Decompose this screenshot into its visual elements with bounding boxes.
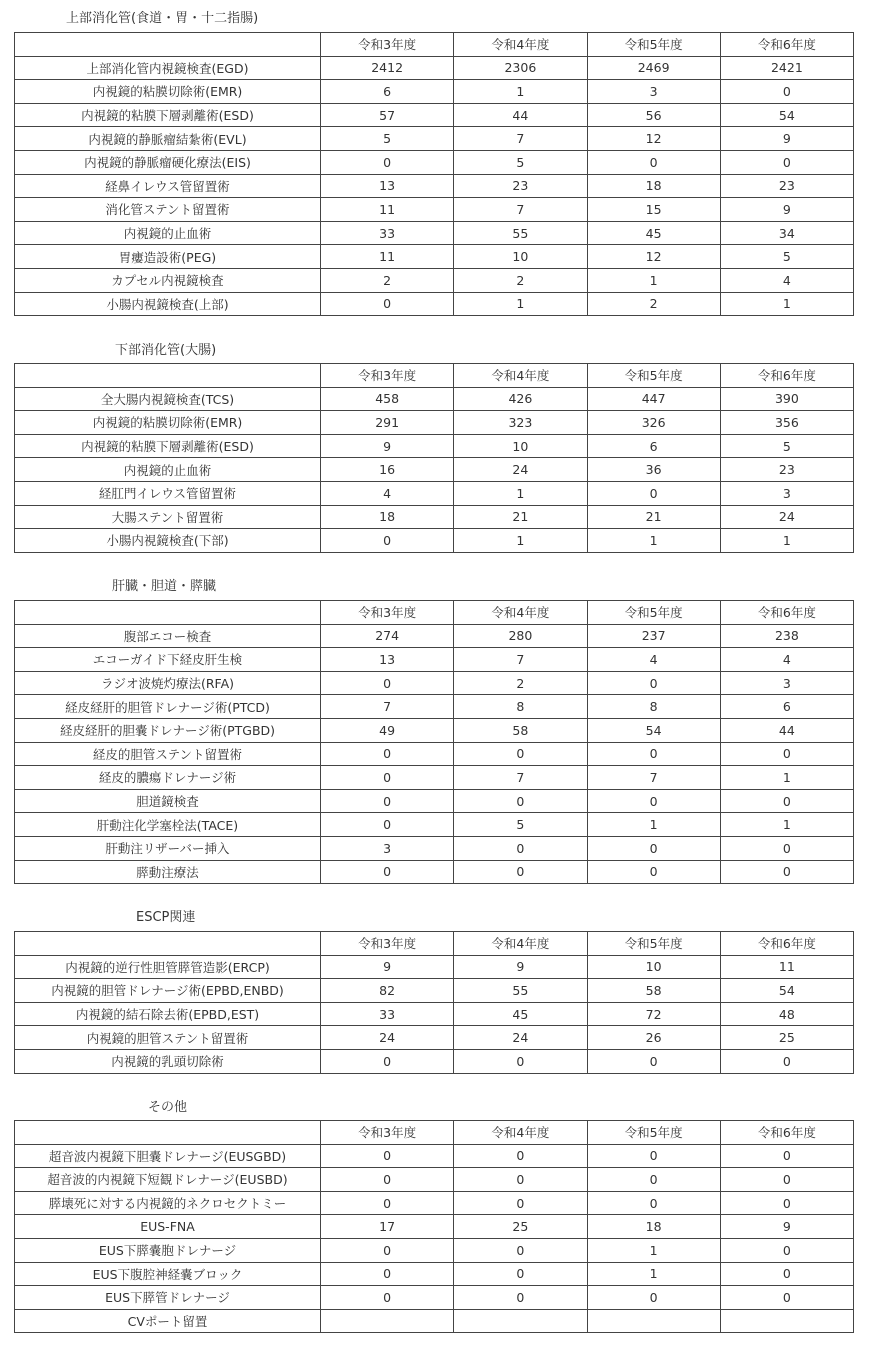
- count-cell: 5: [454, 813, 587, 837]
- count-cell: 15: [587, 198, 720, 222]
- count-cell: 0: [321, 1286, 454, 1310]
- count-cell: 48: [720, 1002, 853, 1026]
- count-cell: 326: [587, 411, 720, 435]
- count-cell: 0: [321, 150, 454, 174]
- table-row: [15, 979, 854, 1003]
- column-header: 令和5年度: [587, 33, 720, 57]
- data-table: [14, 363, 854, 553]
- count-cell: 7: [587, 766, 720, 790]
- count-cell: 0: [454, 1144, 587, 1168]
- column-header: 令和5年度: [587, 364, 720, 388]
- count-cell: 1: [587, 268, 720, 292]
- procedure-name-cell: ラジオ波焼灼療法(RFA): [15, 671, 321, 695]
- table-row: [15, 813, 854, 837]
- count-cell: 8: [587, 695, 720, 719]
- count-cell: 0: [321, 1238, 454, 1262]
- count-cell: 12: [587, 127, 720, 151]
- procedure-name-cell: 内視鏡的胆管ステント留置術: [15, 1026, 321, 1050]
- count-cell: 56: [587, 103, 720, 127]
- procedure-name-cell: 内視鏡的逆行性胆管膵管造影(ERCP): [15, 955, 321, 979]
- count-cell: 18: [587, 1215, 720, 1239]
- count-cell: 0: [587, 1049, 720, 1073]
- count-cell: 5: [720, 434, 853, 458]
- count-cell: 2306: [454, 56, 587, 80]
- table-header-row: [15, 364, 854, 388]
- count-cell: 12: [587, 245, 720, 269]
- count-cell: 0: [587, 671, 720, 695]
- count-cell: 82: [321, 979, 454, 1003]
- count-cell: 0: [720, 1144, 853, 1168]
- table-row: [15, 505, 854, 529]
- procedure-name-cell: EUS-FNA: [15, 1215, 321, 1239]
- count-cell: 0: [587, 1168, 720, 1192]
- procedure-name-cell: 経皮的膿瘍ドレナージ術: [15, 766, 321, 790]
- count-cell: 26: [587, 1026, 720, 1050]
- count-cell: 3: [720, 671, 853, 695]
- count-cell: 23: [720, 458, 853, 482]
- table-row: [15, 742, 854, 766]
- count-cell: 7: [454, 198, 587, 222]
- count-cell: 33: [321, 221, 454, 245]
- count-cell: 25: [454, 1215, 587, 1239]
- count-cell: 10: [454, 245, 587, 269]
- procedure-name-cell: 上部消化管内視鏡検査(EGD): [15, 56, 321, 80]
- count-cell: 0: [720, 1049, 853, 1073]
- table-row: [15, 766, 854, 790]
- table-row: [15, 458, 854, 482]
- count-cell: 13: [321, 648, 454, 672]
- column-header: 令和3年度: [321, 33, 454, 57]
- count-cell: 36: [587, 458, 720, 482]
- header-blank-cell: [15, 601, 321, 625]
- column-header: 令和6年度: [720, 601, 853, 625]
- count-cell: 23: [454, 174, 587, 198]
- count-cell: 1: [454, 481, 587, 505]
- count-cell: 13: [321, 174, 454, 198]
- count-cell: 0: [321, 1191, 454, 1215]
- count-cell: 5: [720, 245, 853, 269]
- procedure-name-cell: 膵動注療法: [15, 860, 321, 884]
- table-row: [15, 671, 854, 695]
- count-cell: 7: [321, 695, 454, 719]
- count-cell: 1: [720, 813, 853, 837]
- table-row: [15, 718, 854, 742]
- procedure-name-cell: 腹部エコー検査: [15, 624, 321, 648]
- count-cell: 0: [720, 1286, 853, 1310]
- table-row: [15, 292, 854, 316]
- table-row: [15, 387, 854, 411]
- count-cell: 4: [720, 268, 853, 292]
- count-cell: 237: [587, 624, 720, 648]
- count-cell: 24: [454, 458, 587, 482]
- count-cell: 2: [454, 268, 587, 292]
- column-header: 令和5年度: [587, 932, 720, 956]
- table-header-row: [15, 932, 854, 956]
- column-header: 令和6年度: [720, 364, 853, 388]
- count-cell: 0: [321, 292, 454, 316]
- column-header: 令和3年度: [321, 932, 454, 956]
- count-cell: 25: [720, 1026, 853, 1050]
- data-table: [14, 600, 854, 884]
- section-title: 上部消化管(食道・胃・十二指腸): [66, 11, 259, 26]
- count-cell: 0: [321, 813, 454, 837]
- count-cell: 54: [720, 103, 853, 127]
- table-row: [15, 268, 854, 292]
- procedure-name-cell: 肝動注リザーバー挿入: [15, 836, 321, 860]
- column-header: 令和4年度: [454, 601, 587, 625]
- table-row: [15, 245, 854, 269]
- procedure-name-cell: 内視鏡的静脈瘤結紮術(EVL): [15, 127, 321, 151]
- count-cell: 0: [720, 150, 853, 174]
- count-cell: 3: [587, 80, 720, 104]
- count-cell: 238: [720, 624, 853, 648]
- count-cell: 72: [587, 1002, 720, 1026]
- count-cell: 24: [321, 1026, 454, 1050]
- count-cell: 49: [321, 718, 454, 742]
- column-header: 令和4年度: [454, 932, 587, 956]
- count-cell: 0: [720, 1191, 853, 1215]
- column-header: 令和5年度: [587, 601, 720, 625]
- count-cell: 6: [321, 80, 454, 104]
- count-cell: 9: [321, 955, 454, 979]
- table-row: [15, 1262, 854, 1286]
- count-cell: 0: [321, 742, 454, 766]
- procedure-name-cell: 経皮的胆管ステント留置術: [15, 742, 321, 766]
- count-cell: 0: [454, 789, 587, 813]
- procedure-name-cell: 胆道鏡検査: [15, 789, 321, 813]
- count-cell: 54: [720, 979, 853, 1003]
- procedure-name-cell: 胃瘻造設術(PEG): [15, 245, 321, 269]
- count-cell: 55: [454, 221, 587, 245]
- section-title: 肝臓・胆道・膵臓: [112, 579, 217, 594]
- header-blank-cell: [15, 932, 321, 956]
- section-title: その他: [148, 1100, 188, 1115]
- count-cell: 6: [587, 434, 720, 458]
- table-header-row: [15, 601, 854, 625]
- procedure-name-cell: 消化管ステント留置術: [15, 198, 321, 222]
- count-cell: 0: [321, 1168, 454, 1192]
- count-cell: 3: [720, 481, 853, 505]
- count-cell: 1: [454, 292, 587, 316]
- count-cell: 24: [720, 505, 853, 529]
- table-row: [15, 174, 854, 198]
- count-cell: 58: [587, 979, 720, 1003]
- count-cell: 0: [321, 1262, 454, 1286]
- count-cell: 0: [321, 860, 454, 884]
- table-row: [15, 80, 854, 104]
- count-cell: 9: [720, 1215, 853, 1239]
- count-cell: 57: [321, 103, 454, 127]
- count-cell: 58: [454, 718, 587, 742]
- count-cell: 0: [454, 742, 587, 766]
- count-cell: 390: [720, 387, 853, 411]
- count-cell: 1: [454, 80, 587, 104]
- count-cell: 24: [454, 1026, 587, 1050]
- count-cell: 23: [720, 174, 853, 198]
- table-row: [15, 836, 854, 860]
- table-row: [15, 434, 854, 458]
- count-cell: 7: [454, 766, 587, 790]
- data-table: [14, 1120, 854, 1333]
- procedure-name-cell: EUS下膵嚢胞ドレナージ: [15, 1238, 321, 1262]
- section-title: 下部消化管(大腸): [115, 343, 217, 358]
- count-cell: 44: [720, 718, 853, 742]
- count-cell: 0: [587, 742, 720, 766]
- count-cell: 458: [321, 387, 454, 411]
- count-cell: 0: [720, 742, 853, 766]
- count-cell: 0: [321, 1144, 454, 1168]
- header-blank-cell: [15, 33, 321, 57]
- count-cell: 0: [454, 860, 587, 884]
- procedure-name-cell: 経皮経肝的胆管ドレナージ術(PTCD): [15, 695, 321, 719]
- count-cell: 2: [454, 671, 587, 695]
- count-cell: [321, 1309, 454, 1333]
- count-cell: 7: [454, 127, 587, 151]
- count-cell: 5: [454, 150, 587, 174]
- count-cell: 21: [454, 505, 587, 529]
- count-cell: 18: [321, 505, 454, 529]
- procedure-name-cell: エコーガイド下経皮肝生検: [15, 648, 321, 672]
- procedure-name-cell: 肝動注化学塞栓法(TACE): [15, 813, 321, 837]
- procedure-name-cell: 膵壊死に対する内視鏡的ネクロセクトミー: [15, 1191, 321, 1215]
- count-cell: 54: [587, 718, 720, 742]
- count-cell: 2421: [720, 56, 853, 80]
- count-cell: 0: [454, 1191, 587, 1215]
- table-row: [15, 1002, 854, 1026]
- count-cell: 16: [321, 458, 454, 482]
- table-row: [15, 860, 854, 884]
- table-row: [15, 695, 854, 719]
- procedure-name-cell: 内視鏡的止血術: [15, 221, 321, 245]
- count-cell: 33: [321, 1002, 454, 1026]
- count-cell: 0: [587, 860, 720, 884]
- count-cell: 1: [720, 529, 853, 553]
- procedure-name-cell: 内視鏡的止血術: [15, 458, 321, 482]
- count-cell: 11: [321, 245, 454, 269]
- count-cell: [720, 1309, 853, 1333]
- procedure-name-cell: 小腸内視鏡検査(下部): [15, 529, 321, 553]
- table-row: [15, 1026, 854, 1050]
- procedure-name-cell: 内視鏡的粘膜切除術(EMR): [15, 80, 321, 104]
- column-header: 令和4年度: [454, 364, 587, 388]
- count-cell: 1: [587, 1262, 720, 1286]
- count-cell: 1: [587, 1238, 720, 1262]
- header-blank-cell: [15, 1121, 321, 1145]
- table-row: [15, 150, 854, 174]
- procedure-name-cell: 内視鏡的粘膜下層剥離術(ESD): [15, 434, 321, 458]
- count-cell: 2: [321, 268, 454, 292]
- count-cell: 55: [454, 979, 587, 1003]
- count-cell: 10: [587, 955, 720, 979]
- procedure-name-cell: 経肛門イレウス管留置術: [15, 481, 321, 505]
- count-cell: 17: [321, 1215, 454, 1239]
- table-row: [15, 789, 854, 813]
- count-cell: 1: [454, 529, 587, 553]
- procedure-name-cell: 内視鏡的胆管ドレナージ術(EPBD,ENBD): [15, 979, 321, 1003]
- column-header: 令和6年度: [720, 932, 853, 956]
- column-header: 令和5年度: [587, 1121, 720, 1145]
- data-table: [14, 32, 854, 316]
- count-cell: 6: [720, 695, 853, 719]
- table-row: [15, 481, 854, 505]
- count-cell: 11: [321, 198, 454, 222]
- section-title: ESCP関連: [136, 910, 196, 925]
- count-cell: 4: [321, 481, 454, 505]
- table-row: [15, 1191, 854, 1215]
- count-cell: 274: [321, 624, 454, 648]
- count-cell: 1: [720, 766, 853, 790]
- count-cell: 0: [720, 1262, 853, 1286]
- procedure-name-cell: 全大腸内視鏡検査(TCS): [15, 387, 321, 411]
- count-cell: 447: [587, 387, 720, 411]
- count-cell: 34: [720, 221, 853, 245]
- count-cell: 7: [454, 648, 587, 672]
- table-row: [15, 529, 854, 553]
- count-cell: 2412: [321, 56, 454, 80]
- table-header-row: [15, 1121, 854, 1145]
- count-cell: 45: [587, 221, 720, 245]
- procedure-name-cell: 内視鏡的乳頭切除術: [15, 1049, 321, 1073]
- count-cell: 0: [454, 1049, 587, 1073]
- count-cell: 2469: [587, 56, 720, 80]
- column-header: 令和6年度: [720, 33, 853, 57]
- procedure-name-cell: EUS下膵管ドレナージ: [15, 1286, 321, 1310]
- count-cell: 0: [720, 836, 853, 860]
- count-cell: 0: [587, 1286, 720, 1310]
- procedure-name-cell: 超音波的内視鏡下短観ドレナージ(EUSBD): [15, 1168, 321, 1192]
- count-cell: 8: [454, 695, 587, 719]
- count-cell: 291: [321, 411, 454, 435]
- table-row: [15, 1215, 854, 1239]
- count-cell: 1: [720, 292, 853, 316]
- count-cell: 0: [587, 1191, 720, 1215]
- count-cell: 1: [587, 529, 720, 553]
- column-header: 令和3年度: [321, 601, 454, 625]
- data-table: [14, 931, 854, 1074]
- count-cell: 9: [454, 955, 587, 979]
- procedure-name-cell: 経皮経肝的胆嚢ドレナージ術(PTGBD): [15, 718, 321, 742]
- count-cell: 0: [587, 481, 720, 505]
- procedure-name-cell: 内視鏡的粘膜切除術(EMR): [15, 411, 321, 435]
- count-cell: 0: [720, 80, 853, 104]
- procedure-name-cell: 内視鏡的結石除去術(EPBD,EST): [15, 1002, 321, 1026]
- column-header: 令和3年度: [321, 1121, 454, 1145]
- header-blank-cell: [15, 364, 321, 388]
- table-row: [15, 411, 854, 435]
- column-header: 令和4年度: [454, 1121, 587, 1145]
- count-cell: 9: [321, 434, 454, 458]
- table-row: [15, 955, 854, 979]
- count-cell: 4: [720, 648, 853, 672]
- count-cell: 0: [587, 836, 720, 860]
- procedure-name-cell: 超音波内視鏡下胆嚢ドレナージ(EUSGBD): [15, 1144, 321, 1168]
- count-cell: 426: [454, 387, 587, 411]
- count-cell: 0: [321, 766, 454, 790]
- procedure-name-cell: CVポート留置: [15, 1309, 321, 1333]
- table-row: [15, 1049, 854, 1073]
- count-cell: 45: [454, 1002, 587, 1026]
- count-cell: 4: [587, 648, 720, 672]
- count-cell: 9: [720, 198, 853, 222]
- count-cell: 11: [720, 955, 853, 979]
- count-cell: 280: [454, 624, 587, 648]
- count-cell: 5: [321, 127, 454, 151]
- count-cell: 1: [587, 813, 720, 837]
- count-cell: 323: [454, 411, 587, 435]
- count-cell: 0: [321, 789, 454, 813]
- count-cell: 0: [720, 1168, 853, 1192]
- count-cell: 21: [587, 505, 720, 529]
- table-row: [15, 1238, 854, 1262]
- procedure-name-cell: カプセル内視鏡検査: [15, 268, 321, 292]
- count-cell: 0: [720, 860, 853, 884]
- procedure-name-cell: 内視鏡的粘膜下層剥離術(ESD): [15, 103, 321, 127]
- procedure-name-cell: EUS下腹腔神経嚢ブロック: [15, 1262, 321, 1286]
- count-cell: 0: [454, 1286, 587, 1310]
- column-header: 令和3年度: [321, 364, 454, 388]
- count-cell: 0: [454, 1238, 587, 1262]
- count-cell: 356: [720, 411, 853, 435]
- count-cell: [454, 1309, 587, 1333]
- count-cell: 0: [720, 789, 853, 813]
- count-cell: 3: [321, 836, 454, 860]
- procedure-name-cell: 大腸ステント留置術: [15, 505, 321, 529]
- count-cell: 0: [454, 836, 587, 860]
- procedure-name-cell: 経鼻イレウス管留置術: [15, 174, 321, 198]
- count-cell: 10: [454, 434, 587, 458]
- table-row: [15, 1144, 854, 1168]
- table-row: [15, 1168, 854, 1192]
- count-cell: 0: [321, 529, 454, 553]
- table-row: [15, 624, 854, 648]
- table-row: [15, 127, 854, 151]
- count-cell: 0: [587, 1144, 720, 1168]
- table-row: [15, 198, 854, 222]
- count-cell: 0: [587, 150, 720, 174]
- table-row: [15, 221, 854, 245]
- count-cell: 0: [720, 1238, 853, 1262]
- procedure-name-cell: 小腸内視鏡検査(上部): [15, 292, 321, 316]
- count-cell: 44: [454, 103, 587, 127]
- column-header: 令和4年度: [454, 33, 587, 57]
- table-row: [15, 103, 854, 127]
- count-cell: 0: [454, 1262, 587, 1286]
- table-row: [15, 1309, 854, 1333]
- count-cell: 18: [587, 174, 720, 198]
- count-cell: 0: [321, 671, 454, 695]
- table-row: [15, 648, 854, 672]
- table-row: [15, 56, 854, 80]
- count-cell: 2: [587, 292, 720, 316]
- count-cell: [587, 1309, 720, 1333]
- table-header-row: [15, 33, 854, 57]
- count-cell: 0: [454, 1168, 587, 1192]
- column-header: 令和6年度: [720, 1121, 853, 1145]
- count-cell: 9: [720, 127, 853, 151]
- procedure-name-cell: 内視鏡的静脈瘤硬化療法(EIS): [15, 150, 321, 174]
- count-cell: 0: [321, 1049, 454, 1073]
- count-cell: 0: [587, 789, 720, 813]
- table-row: [15, 1286, 854, 1310]
